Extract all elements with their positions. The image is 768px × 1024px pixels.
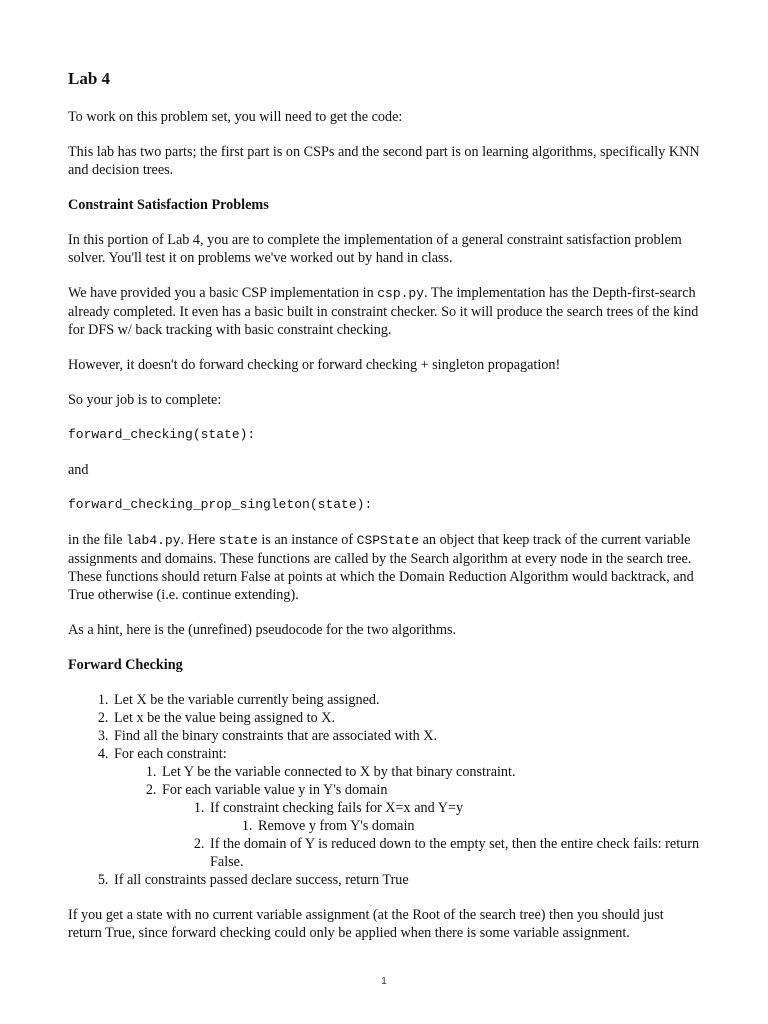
and-paragraph: and: [68, 462, 89, 478]
list-item: 1. Let X be the variable currently being assigned.: [112, 691, 700, 709]
list-item: 1. Let Y be the variable connected to X by that binary constraint.: [160, 763, 700, 781]
list-item: 3. Find all the binary constraints that are associated with X.: [112, 727, 700, 745]
csp-file-code: csp.py: [377, 286, 425, 301]
nested-list: [210, 817, 700, 835]
forward-checking-signature: forward_checking(state):: [68, 427, 256, 442]
list-item-text: If constraint checking fails for X=x and Y=y: [210, 800, 464, 816]
file-text-3: is an instance of: [257, 532, 357, 548]
list-item: [160, 781, 700, 871]
list-item: 2. If the domain of Y is reduced down to the empty set, then the entire check fails: return False.: [208, 835, 700, 871]
list-item: 2. Let x be the value being assigned to X.: [112, 709, 700, 727]
provided-paragraph: [68, 284, 700, 339]
forward-checking-singleton-signature: forward_checking_prop_singleton(state):: [68, 497, 373, 512]
pseudocode-list: [68, 691, 700, 889]
file-text-1: in the file: [68, 532, 126, 548]
file-text-2: . Here: [180, 532, 219, 548]
file-paragraph: [68, 531, 700, 604]
hint-paragraph: As a hint, here is the (unrefined) pseudocode for the two algorithms.: [68, 622, 457, 638]
list-item: [112, 745, 700, 871]
csp-heading: Constraint Satisfaction Problems: [68, 197, 269, 213]
nested-list: [114, 763, 700, 871]
cspstate-code: CSPState: [356, 533, 420, 548]
nested-list: [162, 799, 700, 871]
page-title: Lab 4: [68, 69, 111, 88]
list-item-text: For each variable value y in Y's domain: [162, 782, 388, 798]
list-item: 1. Remove y from Y's domain: [256, 817, 700, 835]
document-page: [68, 68, 700, 959]
however-paragraph: However, it doesn't do forward checking or forward checking + singleton propagation!: [68, 357, 561, 373]
list-item: [208, 799, 700, 835]
list-item-text: For each constraint:: [114, 746, 227, 762]
forward-checking-heading: Forward Checking: [68, 657, 183, 673]
state-code: state: [218, 533, 258, 548]
lab4-file-code: lab4.py: [125, 533, 181, 548]
list-item: 5. If all constraints passed declare success, return True: [112, 871, 700, 889]
provided-text-before: We have provided you a basic CSP implementation in: [68, 285, 378, 301]
root-paragraph: If you get a state with no current variable assignment (at the Root of the search tree) then you should just return True, since forward checking could only be applied when there is some variable assignment.: [68, 907, 664, 941]
file-text-4: an object that keep track of the current variable assignments and domains. These functions are called by the Search algorithm at every node in the search tree. These functions should return False at points at which the Domain Reduction Algorithm would backtrack, and True otherwise (i.e. continue extending).: [68, 532, 694, 603]
csp-intro-paragraph: In this portion of Lab 4, you are to complete the implementation of a general constraint satisfaction problem solver. You'll test it on problems we've worked out by hand in class.: [68, 232, 682, 266]
job-paragraph: So your job is to complete:: [68, 392, 222, 408]
parts-paragraph: This lab has two parts; the first part is on CSPs and the second part is on learning algorithms, specifically KNN and decision trees.: [68, 144, 700, 178]
page-number: 1: [381, 976, 387, 987]
provided-text-after: . The implementation has the Depth-first-search already completed. It even has a basic built in constraint checker. So it will produce the search trees of the kind for DFS w/ back tracking with basic constraint checking.: [68, 285, 699, 338]
intro-paragraph: To work on this problem set, you will need to get the code:: [68, 109, 403, 125]
